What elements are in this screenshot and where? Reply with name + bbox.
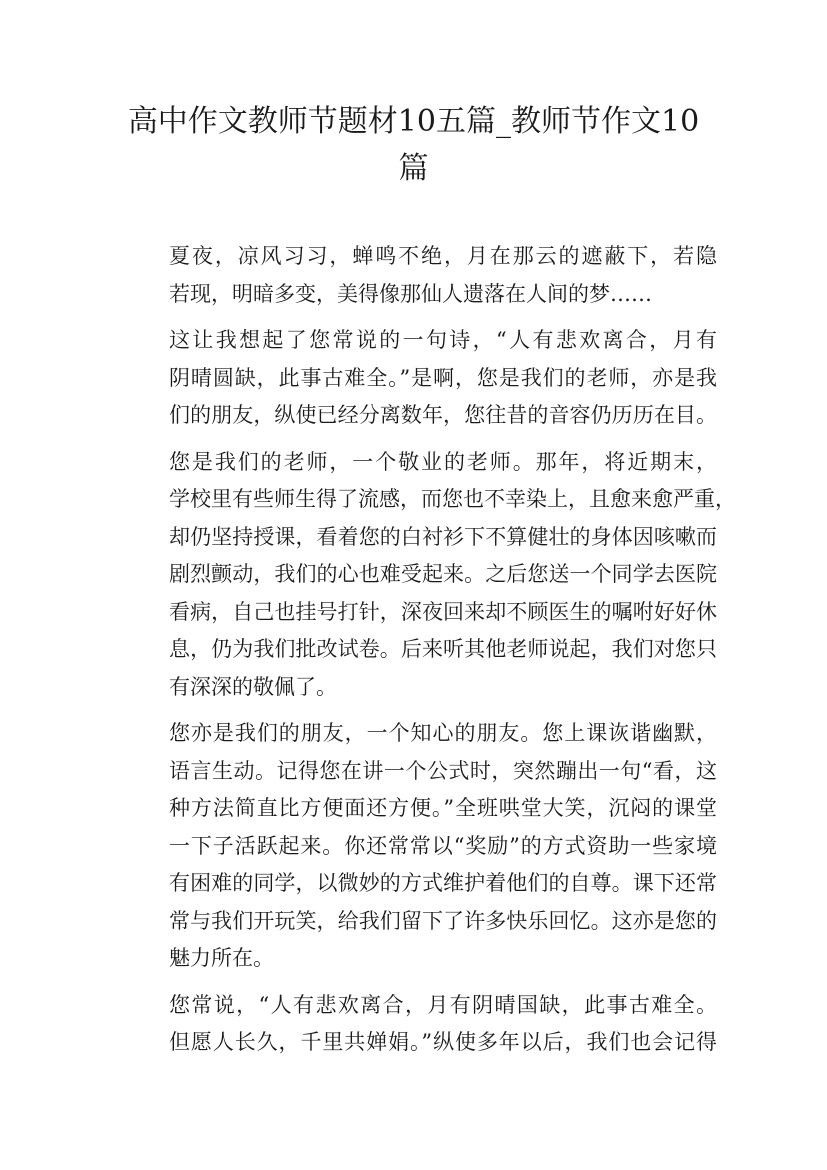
text-line: 语言生动。记得您在讲一个公式时，突然蹦出一句“看，这 [169,758,717,783]
text-line: 您常说，“人有悲欢离合，月有阴晴国缺，此事古难全。 [169,992,717,1017]
title-line: 高中作文教师节题材10五篇_教师节作文10 [127,104,700,139]
text-line: 有困难的同学，以微妙的方式维护着他们的自尊。课下还常 [169,871,717,895]
text-line: 剧烈颤动，我们的心也难受起来。之后您送一个同学去医院 [169,562,717,586]
title-line: 篇 [398,151,429,186]
text-line: 们的朋友，纵使已经分离数年，您往昔的音容仍历历在目。 [169,403,717,427]
text-line: 却仍坚持授课，看着您的白衬衫下不算健壮的身体因咳嗽而 [169,524,717,549]
document-body [127,238,736,1062]
text-line: 夏夜，凉风习习，蝉鸣不绝，月在那云的遮蔽下，若隐 [169,244,717,268]
text-line: 一下子活跃起来。你还常常以“奖励”的方式资助一些家境 [169,833,717,858]
text-line: 种方法简直比方便面还方便。”全班哄堂大笑，沉闷的课堂 [169,796,717,820]
text-line: 看病，自己也挂号打针，深夜回来却不顾医生的嘱咐好好休 [169,599,717,624]
paragraph [127,987,717,1062]
text-line: 有深深的敬佩了。 [169,674,337,699]
text-line: 您亦是我们的朋友，一个知心的朋友。您上课诙谐幽默， [169,721,717,745]
document-title [110,98,717,192]
paragraph [127,444,736,707]
text-line: 常与我们开玩笑，给我们留下了许多快乐回忆。这亦是您的 [169,908,717,933]
text-line: 若现，明暗多变，美得像那仙人遗落在人间的梦…… [169,281,652,306]
text-line: 学校里有些师生得了流感，而您也不幸染上，且愈来愈严重， [169,487,736,511]
text-line: 您是我们的老师，一个敬业的老师。那年，将近期末， [169,449,717,474]
text-line: 这让我想起了您常说的一句诗，“人有悲欢离合，月有 [169,328,717,352]
text-line: 魅力所在。 [169,946,274,970]
paragraph [127,322,717,435]
text-line: 阴晴圆缺，此事古难全。”是啊，您是我们的老师，亦是我 [169,365,717,390]
paragraph [127,715,717,978]
text-line: 息，仍为我们批改试卷。后来听其他老师说起，我们对您只 [169,637,717,661]
text-line: 但愿人长久，千里共婵娟。”纵使多年以后，我们也会记得 [169,1030,717,1054]
paragraph [127,238,717,313]
